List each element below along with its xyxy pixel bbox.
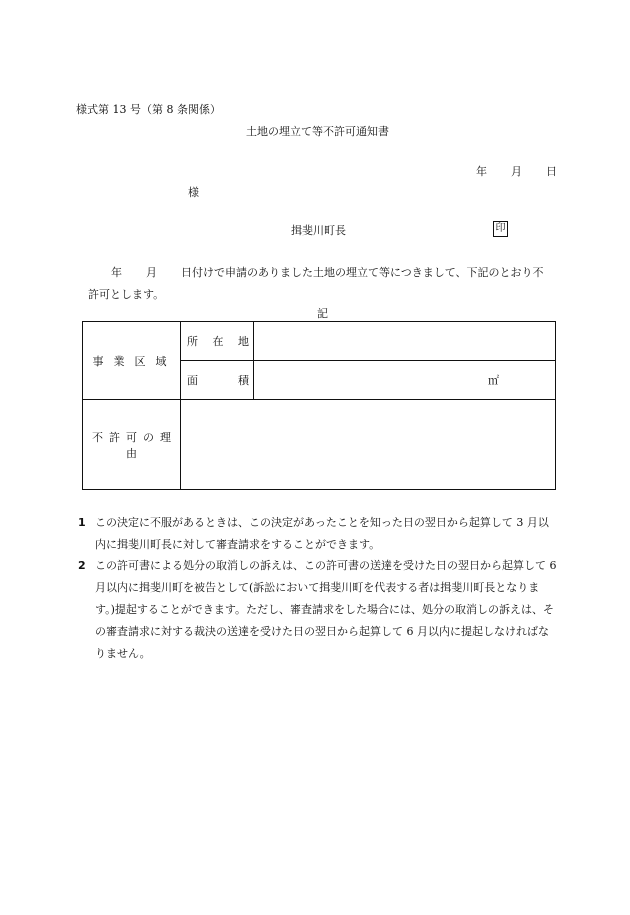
date-line: [476, 163, 557, 179]
body-text-line2: 許可とします。: [88, 288, 165, 301]
document-title: 土地の埋立て等不許可通知書: [246, 125, 389, 138]
area-char-1: 面: [187, 374, 198, 387]
note-1-number: 1: [78, 516, 86, 529]
area-value-cell[interactable]: [254, 361, 556, 400]
note-2-text: この許可書による処分の取消しの訴えは、この許可書の送達を受けた日の翌日から起算して 6 月以内に揖斐川町を被告として(訴訟において揖斐川町を代表する者は揖斐川町長となります。)提起することができます。ただし、審査請求をした場合には、処分の取消しの訴えは、その審査請求に対する裁決の送達を受けた日の翌日から起算して 6 月以内に提起しなければなりません。: [95, 559, 557, 660]
seal-mark: 印: [493, 221, 508, 237]
body-year: 年: [111, 266, 122, 279]
area-char-2: 積: [238, 374, 249, 387]
location-char-3: 地: [238, 335, 249, 348]
addressee-suffix: 様: [188, 186, 199, 199]
note-1-text: この決定に不服があるときは、この決定があったことを知った日の翌日から起算して 3 月以内に揖斐川町長に対して審査請求をすることができます。: [95, 516, 549, 551]
note-2-number: 2: [78, 559, 86, 572]
form-number: 様式第 13 号（第 8 条関係）: [76, 103, 221, 116]
issuer-name: 揖斐川町長: [291, 224, 346, 237]
location-char-1: 所: [187, 335, 198, 348]
body-month: 月: [146, 266, 157, 279]
area-unit: ㎡: [488, 374, 499, 387]
area-label-cell: [181, 361, 254, 400]
note-2: [78, 555, 558, 665]
date-year: 年: [476, 165, 487, 178]
application-table: [82, 321, 556, 490]
location-label-cell: [181, 322, 254, 361]
location-value-cell[interactable]: [254, 322, 556, 361]
date-month: 月: [511, 165, 522, 178]
project-area-label: 事業区域: [83, 322, 181, 400]
body-line1-rest: 日付けで申請のありました土地の埋立て等につきまして、下記のとおり不: [181, 266, 544, 279]
reason-label: 不許可の理由: [83, 400, 181, 490]
body-text-line1: [88, 264, 544, 280]
note-1: [78, 512, 558, 556]
date-day: 日: [546, 165, 557, 178]
ki-label: 記: [317, 307, 328, 320]
location-char-2: 在: [212, 335, 224, 348]
reason-value-cell[interactable]: [181, 400, 556, 490]
